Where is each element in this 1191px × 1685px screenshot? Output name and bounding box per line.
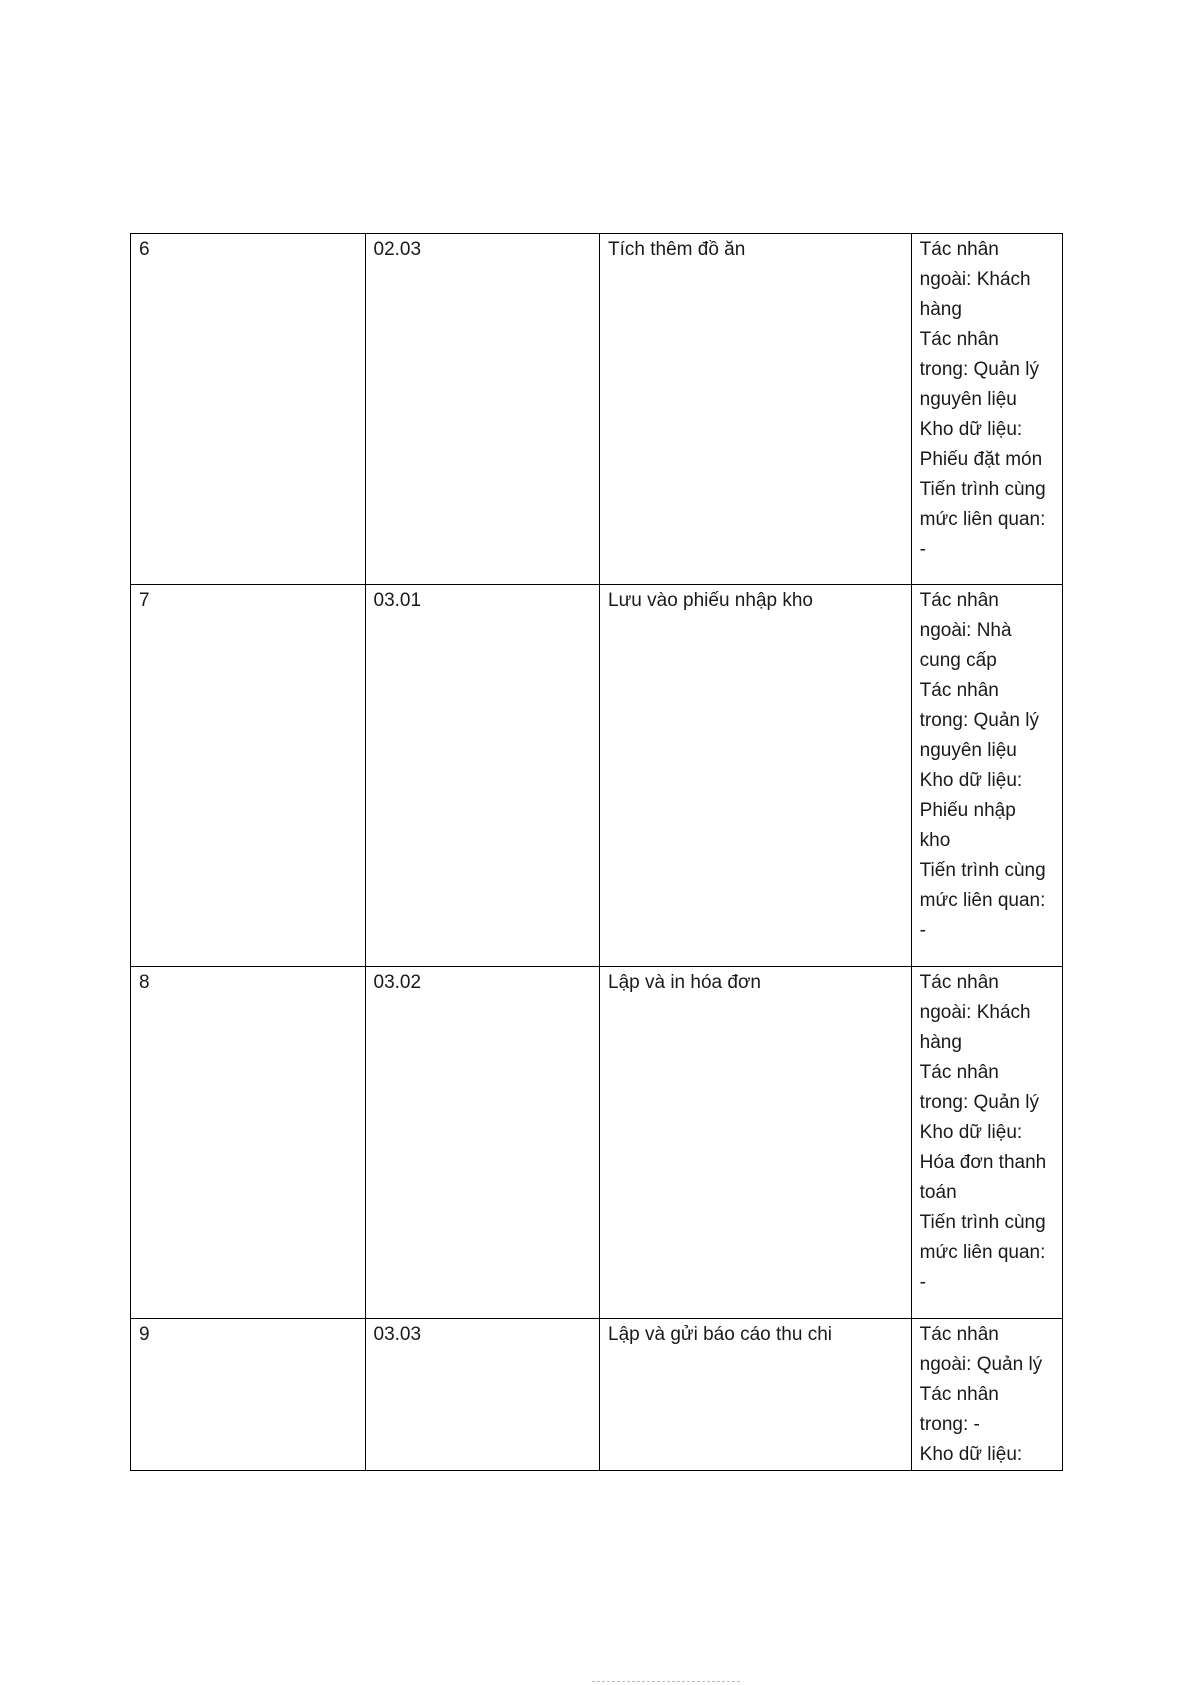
process-relations-cell (911, 1319, 1062, 1471)
relations-line: toán (919, 1182, 957, 1203)
relations-line: cung cấp (919, 650, 997, 671)
relations-line: Kho dữ liệu: (919, 770, 1023, 791)
relations-line: - (919, 539, 926, 560)
table-row (131, 234, 1063, 585)
relations-line: ngoài: Khách (919, 1002, 1031, 1023)
process-name-cell: Tích thêm đồ ăn (600, 234, 912, 585)
relations-line: Tiến trình cùng (919, 860, 1046, 881)
process-code-cell: 03.01 (365, 585, 600, 967)
process-relations-cell (911, 585, 1062, 967)
relations-line: Tác nhân (919, 1384, 999, 1405)
row-number-cell: 7 (131, 585, 366, 967)
table-row (131, 585, 1063, 967)
relations-line: mức liên quan: (919, 509, 1046, 530)
relations-line: trong: Quản lý (919, 359, 1039, 380)
relations-line: trong: Quản lý (919, 1092, 1039, 1113)
relations-line: nguyên liệu (919, 389, 1017, 410)
relations-line: Tác nhân (919, 239, 999, 260)
process-relations-cell (911, 967, 1062, 1319)
relations-line: Tiến trình cùng (919, 1212, 1046, 1233)
relations-line: Tác nhân (919, 329, 999, 350)
process-table (130, 233, 1063, 1471)
process-name-cell: Lập và gửi báo cáo thu chi (600, 1319, 912, 1471)
relations-line: Kho dữ liệu: (919, 1444, 1023, 1465)
relations-line: Phiếu đặt món (919, 449, 1043, 470)
relations-line: Tiến trình cùng (919, 479, 1046, 500)
page-footer-divider (592, 1681, 740, 1684)
process-relations-cell (911, 234, 1062, 585)
process-code-cell: 03.03 (365, 1319, 600, 1471)
relations-line: Tác nhân (919, 590, 999, 611)
table-row (131, 967, 1063, 1319)
relations-line: mức liên quan: (919, 890, 1046, 911)
row-number-cell: 8 (131, 967, 366, 1319)
process-code-cell: 02.03 (365, 234, 600, 585)
row-number-cell: 6 (131, 234, 366, 585)
relations-line: - (919, 1272, 926, 1293)
relations-line: mức liên quan: (919, 1242, 1046, 1263)
relations-line: trong: Quản lý (919, 710, 1039, 731)
relations-line: hàng (919, 299, 962, 320)
relations-line: Hóa đơn thanh (919, 1152, 1047, 1173)
process-name-cell: Lập và in hóa đơn (600, 967, 912, 1319)
process-name-cell: Lưu vào phiếu nhập kho (600, 585, 912, 967)
process-code-cell: 03.02 (365, 967, 600, 1319)
relations-line: ngoài: Quản lý (919, 1354, 1043, 1375)
relations-line: Tác nhân (919, 680, 999, 701)
relations-line: Kho dữ liệu: (919, 1122, 1023, 1143)
relations-line: nguyên liệu (919, 740, 1017, 761)
relations-line: ngoài: Nhà (919, 620, 1012, 641)
relations-line: Tác nhân (919, 972, 999, 993)
relations-line: Phiếu nhập (919, 800, 1016, 821)
relations-line: Tác nhân (919, 1324, 999, 1345)
relations-line: kho (919, 830, 951, 851)
relations-line: hàng (919, 1032, 962, 1053)
table-row (131, 1319, 1063, 1471)
relations-line: Kho dữ liệu: (919, 419, 1023, 440)
row-number-cell: 9 (131, 1319, 366, 1471)
relations-line: trong: - (919, 1414, 980, 1435)
relations-line: ngoài: Khách (919, 269, 1031, 290)
relations-line: Tác nhân (919, 1062, 999, 1083)
relations-line: - (919, 920, 926, 941)
